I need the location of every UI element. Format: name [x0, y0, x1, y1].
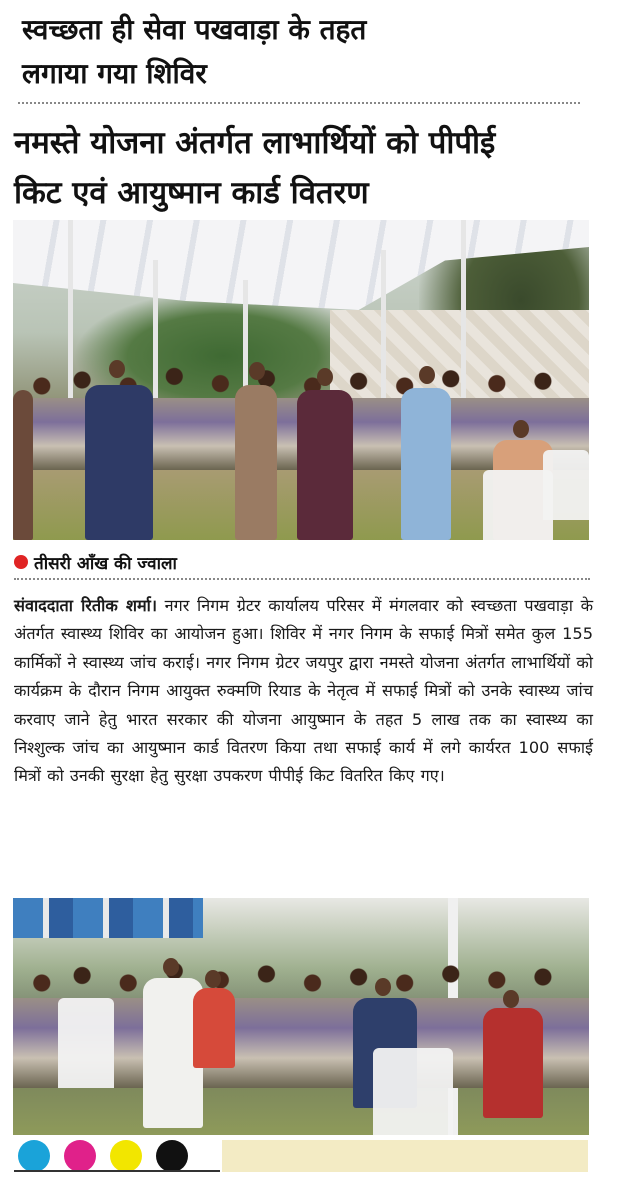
brand-name: तीसरी आँख की ज्वाला — [34, 553, 177, 574]
footer-bar — [222, 1140, 588, 1172]
registration-rule — [14, 1170, 220, 1172]
brand-dot-icon — [14, 555, 28, 569]
headline-line-1: नमस्ते योजना अंतर्गत लाभार्थियों को पीपीई — [14, 125, 496, 161]
article-body — [14, 592, 593, 791]
main-headline — [14, 118, 604, 218]
print-registration-marks — [18, 1140, 188, 1172]
kicker-heading — [22, 8, 582, 96]
brand-divider — [14, 578, 590, 580]
headline-line-2: किट एवं आयुष्मान कार्ड वितरण — [14, 175, 369, 211]
kicker-line-1: स्वच्छता ही सेवा पखवाड़ा के तहत — [22, 13, 367, 46]
article-text: नगर निगम ग्रेटर कार्यालय परिसर में मंगलवार को स्वच्छता पखवाड़ा के अंतर्गत स्वास्थ्य शिविर का आयोजन हुआ। शिविर में नगर निगम के सफाई मित्रों समेत कुल 155 कार्मिकों ने स्वास्थ्य जांच कराई। नगर निगम ग्रेटर जयपुर द्वारा नमस्ते योजना अंतर्गत लाभार्थियों को कार्यक्रम के दौरान निगम आयुक्त रुक्मणि रियाड के नेतृत्व में सफाई मित्रों को उनके स्वास्थ्य जांच करवाए जाने हेतु भारत सरकार की योजना आयुष्मान के तहत 5 लाख तक का स्वास्थ्य का निश्शुल्क जांच का आयुष्मान कार्ड वितरण किया तथा सफाई कार्य में लगे कार्यरत 100 सफाई मित्रों को उनकी सुरक्षा हेतु सुरक्षा उपकरण पीपीई किट वितरित किए गए। — [14, 596, 593, 786]
yellow-dot-icon — [110, 1140, 142, 1172]
kicker-line-2: लगाया गया शिविर — [22, 57, 207, 90]
black-dot-icon — [156, 1140, 188, 1172]
publication-brand — [14, 549, 177, 575]
kicker-divider — [18, 102, 580, 104]
magenta-dot-icon — [64, 1140, 96, 1172]
cyan-dot-icon — [18, 1140, 50, 1172]
health-camp-photo-2 — [13, 898, 589, 1135]
banner-strip — [13, 898, 203, 938]
health-camp-photo-1 — [13, 220, 589, 540]
article-byline: संवाददाता रितीक शर्मा। — [14, 596, 157, 615]
